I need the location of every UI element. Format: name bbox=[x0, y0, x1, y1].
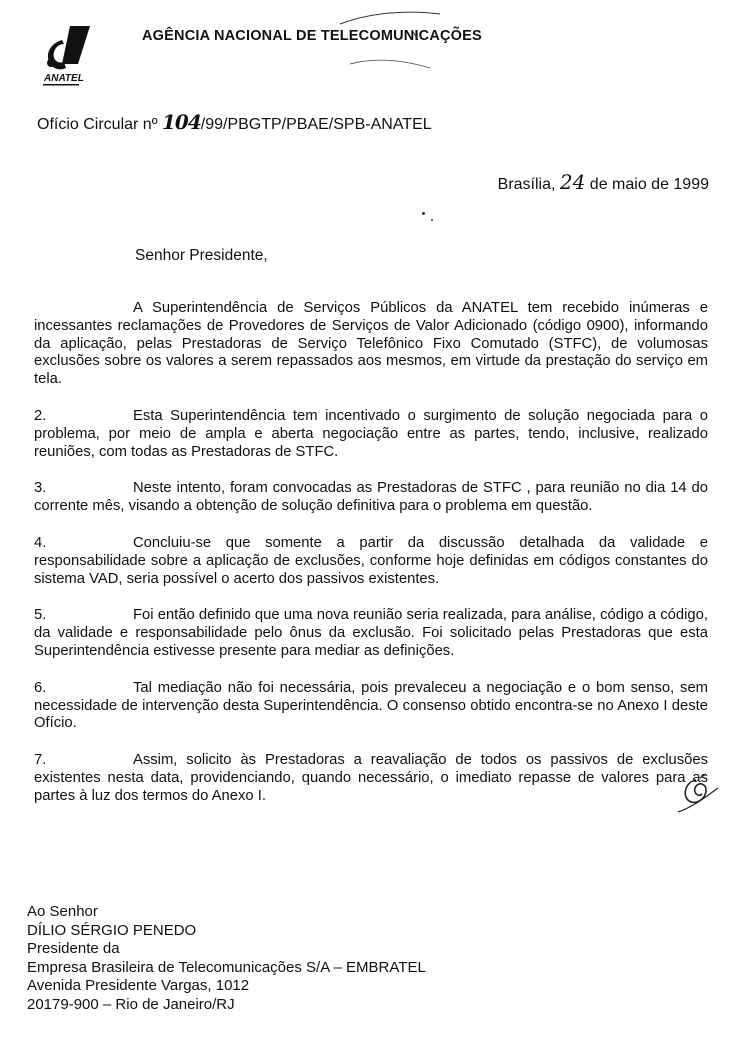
paragraph-5-text: Foi então definido que uma nova reunião seria realizada, para análise, código a código, da validade e responsabilidade pelo ônus da exclusão. Foi solicitado pelas Prestadoras que esta Superintendência estivesse presente para mediar as definições. bbox=[34, 607, 708, 659]
paragraph-1-text: A Superintendência de Serviços Públicos da ANATEL tem recebido inúmeras e incessantes reclamações de Provedores de Serviços de Valor Adicionado (código 0900), informando da aplicação, pelas Prestadoras de Serviço Telefônico Fixo Comutado (STFC), de volumosas exclusões sobre os valores a serem repassados aos mesmos, em virtude da prestação do serviço em tela. bbox=[34, 300, 708, 388]
paragraph-7-number: 7. bbox=[34, 752, 47, 769]
paragraph-6-text: Tal mediação não foi necessária, pois prevaleceu a negociação e o bom senso, sem necessidade de intervenção desta Superintendência. O consenso obtido encontra-se no Anexo I deste Ofício. bbox=[34, 679, 708, 732]
paragraph-3-number: 3. bbox=[34, 480, 47, 497]
paragraph-1 bbox=[34, 300, 708, 389]
date-city: Brasília, bbox=[497, 176, 556, 193]
date-line bbox=[498, 170, 709, 194]
letter-body bbox=[34, 300, 708, 825]
paragraph-5 bbox=[34, 607, 708, 660]
anatel-logo-icon bbox=[40, 24, 96, 88]
recipient-line: Presidente da bbox=[27, 940, 120, 957]
reference-line bbox=[37, 110, 432, 134]
handwritten-stroke bbox=[300, 4, 480, 74]
paragraph-5-number: 5. bbox=[34, 607, 47, 624]
reference-handwritten-number: 104 bbox=[162, 110, 201, 134]
paragraph-6 bbox=[34, 680, 708, 733]
paragraph-4 bbox=[34, 535, 708, 588]
recipient-name: DÍLIO SÉRGIO PENEDO bbox=[27, 921, 197, 939]
agency-name: AGÊNCIA NACIONAL DE TELECOMUNICAÇÕES bbox=[142, 28, 482, 44]
reference-suffix: /99/PBGTP/PBAE/SPB-ANATEL bbox=[200, 116, 432, 133]
recipient-line: Ao Senhor bbox=[27, 903, 98, 920]
recipient-address: Avenida Presidente Vargas, 1012 bbox=[27, 977, 250, 994]
paragraph-6-number: 6. bbox=[34, 679, 47, 696]
paragraph-2 bbox=[34, 408, 708, 461]
scan-speck bbox=[431, 219, 433, 221]
salutation: Senhor Presidente, bbox=[135, 247, 268, 264]
paragraph-7-text: Assim, solicito às Prestadoras a reavaliação de todos os passivos de exclusões existentes nesta data, providenciando, quando necessário, o imediato repasse de valores para as partes à luz dos termos do Anexo I. bbox=[34, 752, 708, 804]
paragraph-2-number: 2. bbox=[34, 407, 47, 424]
paragraph-3 bbox=[34, 480, 708, 516]
paragraph-4-number: 4. bbox=[34, 534, 47, 551]
recipient-company: Empresa Brasileira de Telecomunicações S/A – EMBRATEL bbox=[27, 958, 426, 976]
handwritten-initials-icon bbox=[672, 770, 722, 818]
paragraph-4-text: Concluiu-se que somente a partir da discussão detalhada da validade e responsabilidade sobre a aplicação de exclusões, conforme hoje definidas em códigos constantes do sistema VAD, seria possível o acerto dos passivos existentes. bbox=[34, 534, 708, 587]
recipient-block bbox=[27, 903, 426, 1014]
paragraph-3-text: Neste intento, foram convocadas as Prestadoras de STFC , para reunião no dia 14 do corrente mês, visando a obtenção de solução definitiva para o problema em questão. bbox=[34, 480, 708, 515]
scan-speck bbox=[422, 212, 425, 215]
paragraph-2-text: Esta Superintendência tem incentivado o surgimento de solução negociada para o problema, por meio de ampla e aberta negociação entre as partes, tendo, inclusive, realizado reuniões, com todas as Prestadoras de STFC. bbox=[34, 407, 708, 460]
recipient-city: 20179-900 – Rio de Janeiro/RJ bbox=[27, 995, 235, 1013]
reference-prefix: Ofício Circular nº bbox=[37, 116, 158, 133]
date-handwritten-day: 24 bbox=[559, 170, 586, 194]
paragraph-7 bbox=[34, 752, 708, 805]
date-rest: de maio de 1999 bbox=[589, 176, 709, 193]
logo-text: ANATEL bbox=[44, 73, 84, 84]
